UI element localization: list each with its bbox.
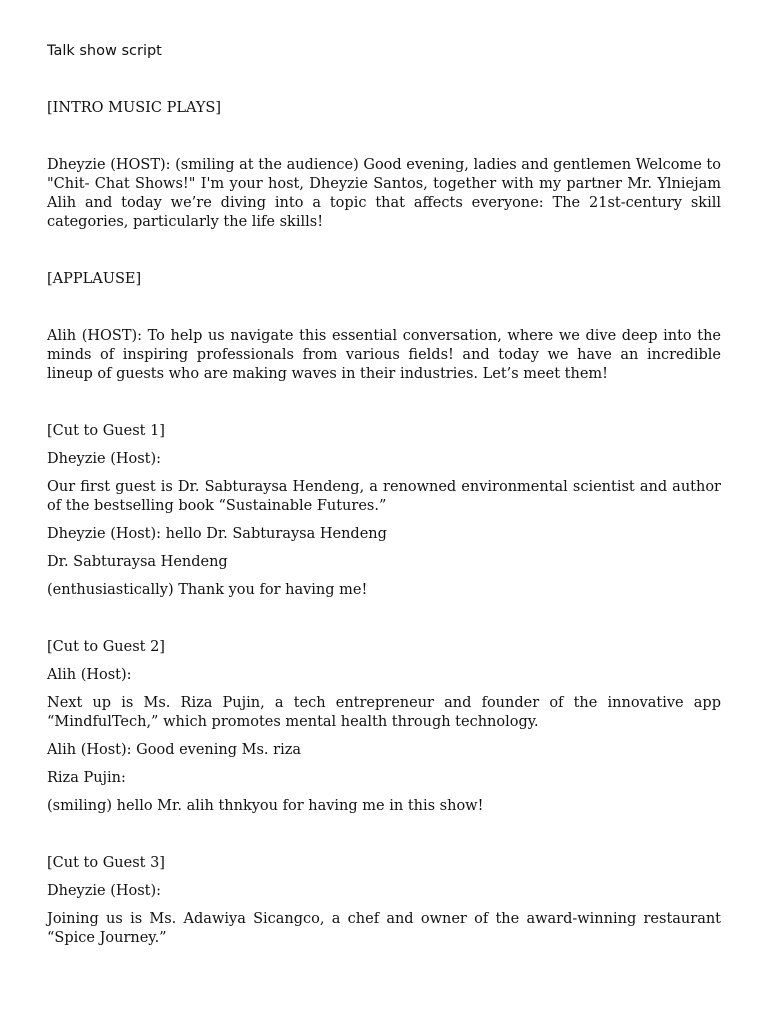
guest-1-reply: (enthusiastically) Thank you for having me! bbox=[47, 582, 368, 598]
guest-3-introduction: Joining us is Ms. Adawiya Sicangco, a chef and owner of the award-winning restaurant “Spice Journey.” bbox=[47, 911, 721, 946]
alih-greets-guest-2: Alih (Host): Good evening Ms. riza bbox=[47, 742, 301, 758]
stage-direction-intro-music: [INTRO MUSIC PLAYS] bbox=[47, 100, 222, 116]
cue-guest-3: [Cut to Guest 3] bbox=[47, 855, 165, 871]
dheyzie-greets-guest-1: Dheyzie (Host): hello Dr. Sabturaysa Hendeng bbox=[47, 526, 387, 542]
speaker-guest-1: Dr. Sabturaysa Hendeng bbox=[47, 554, 228, 570]
host-dheyzie-opening: Dheyzie (HOST): (smiling at the audience) Good evening, ladies and gentlemen Welcome to "Chit- Chat Shows!" I'm your host, Dheyzie Santos, together with my partner Mr. Ylniejam Alih and today we’re diving into a topic that affects everyone: The 21st-century skill categories, particularly the life skills! bbox=[47, 157, 721, 230]
guest-1-introduction: Our first guest is Dr. Sabturaysa Hendeng, a renowned environmental scientist and author of the bestselling book “Sustainable Futures.” bbox=[47, 479, 721, 514]
cue-guest-2: [Cut to Guest 2] bbox=[47, 639, 165, 655]
speaker-guest-2: Riza Pujin: bbox=[47, 770, 126, 786]
script-body bbox=[47, 41, 721, 948]
speaker-alih: Alih (Host): bbox=[47, 667, 132, 683]
guest-2-reply: (smiling) hello Mr. alih thnkyou for having me in this show! bbox=[47, 798, 484, 814]
speaker-dheyzie: Dheyzie (Host): bbox=[47, 451, 162, 467]
guest-2-introduction: Next up is Ms. Riza Pujin, a tech entrepreneur and founder of the innovative app “MindfulTech,” which promotes mental health through technology. bbox=[47, 695, 721, 730]
document-title: Talk show script bbox=[47, 43, 162, 59]
host-alih-intro: Alih (HOST): To help us navigate this essential conversation, where we dive deep into the minds of inspiring professionals from various fields! and today we have an incredible lineup of guests who are making waves in their industries. Let’s meet them! bbox=[47, 328, 721, 382]
speaker-dheyzie-2: Dheyzie (Host): bbox=[47, 883, 162, 899]
cue-guest-1: [Cut to Guest 1] bbox=[47, 423, 165, 439]
stage-direction-applause: [APPLAUSE] bbox=[47, 271, 142, 287]
